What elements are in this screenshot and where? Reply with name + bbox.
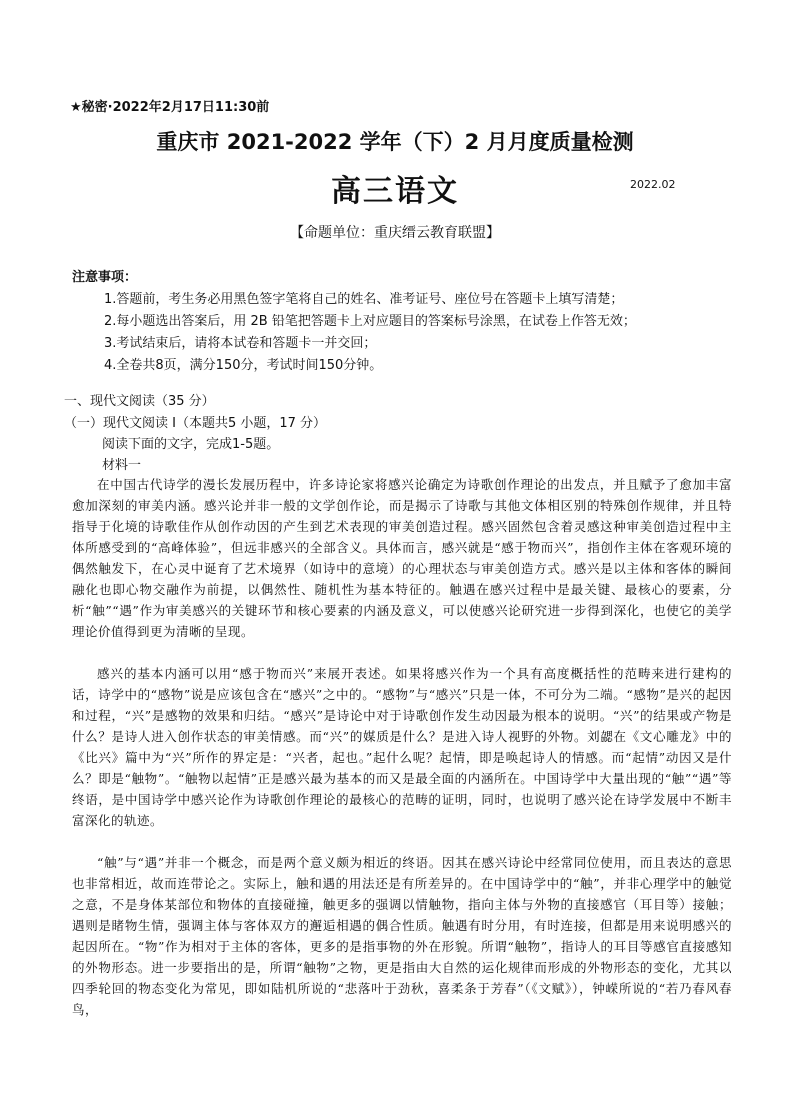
reading-instruction: 阅读下面的文字，完成1-5题。 [102,437,280,452]
section-heading: 一、现代文阅读（35 分） [64,394,215,409]
confidential-line: ★秘密·2022年2月17日11:30前 [70,100,270,115]
material-label: 材料一 [102,458,142,473]
subsection-heading: （一）现代文阅读 I（本题共5 小题，17 分） [64,416,327,431]
exam-date: 2022.02 [630,178,676,191]
notice-item: 1.答题前，考生务必用黑色签字笔将自己的姓名、准考证号、座位号在答题卡上填写清楚； [104,292,624,307]
paragraph-1: 在中国古代诗学的漫长发展历程中，许多诗论家将感兴论确定为诗歌创作理论的出发点，并且赋予了愈加丰富愈加深刻的审美内涵。感兴论并非一般的文学创作论，而是揭示了诗歌与其他文体相区别的特殊创作规律，并且特指导于化境的诗歌佳作从创作动因的产生到艺术表现的审美创造过程。感兴固然包含着灵感这种审美创造过程中主体所感受到的“高峰体验”，但远非感兴的全部含义。具体而言，感兴就是“感于物而兴”，指创作主体在客观环境的偶然触发下，在心灵中诞育了艺术境界（如诗中的意境）的心理状态与审美创造方式。感兴是以主体和客体的瞬间融化也即心物交融作为前提，以偶然性、随机性为基本特征的。触遇在感兴过程中是最关键、最核心的要素，分析“触”“遇”作为审美感兴的关键环节和核心要素的内涵及意义，可以使感兴论研究进一步得到深化，也使它的美学理论价值得到更为清晰的呈现。 [72,477,732,639]
paragraph-3: “触”与“遇”并非一个概念，而是两个意义颇为相近的终语。因其在感兴诗论中经常同位使用，而且表达的意思也非常相近，故而连带论之。实际上，触和遇的用法还是有所差异的。在中国诗学中的“触”，并非心理学中的触觉之意，不是身体某部位和物体的直接碰撞，触更多的强调以情触物，指向主体与外物的直接感官（耳目等）接触；遇则是睹物生情，强调主体与客体双方的邂逅相遇的偶合性质。触遇有时分用，有时连接，但都是用来说明感兴的起因所在。“物”作为相对于主体的客体，更多的是指事物的外在形貌。所谓“触物”，指诗人的耳目等感官直接感知的外物形态。进一步要指出的是，所谓“触物”之物，更是指由大自然的运化规律而形成的外物形态的变化，尤其以四季轮回的物态变化为常见，即如陆机所说的“悲落叶于劲秋，喜柔条于芳春”（《文赋》），钟嵘所说的“若乃春风春鸟， [72,855,732,1017]
notice-item: 2.每小题选出答案后，用 2B 铅笔把答题卡上对应题目的答案标号涂黑，在试卷上作答无效； [104,314,636,329]
exam-title: 重庆市 2021-2022 学年（下）2 月月度质量检测 [156,130,634,154]
notice-item: 3.考试结束后，请将本试卷和答题卡一并交回； [104,336,377,351]
paragraph-2: 感兴的基本内涵可以用“感于物而兴”来展开表述。如果将感兴作为一个具有高度概括性的范畴来进行建构的话，诗学中的“感物”说是应该包含在“感兴”之中的。“感物”与“感兴”只是一体，不可分为二端。“感物”是兴的起因和过程，“兴”是感物的效果和归结。“感兴”是诗论中对于诗歌创作发生动因最为根本的说明。“兴”的结果或产物是什么？是诗人进入创作状态的审美情感。而“兴”的媒质是什么？是进入诗人视野的外物。刘勰在《文心雕龙》中的《比兴》篇中为“兴”所作的界定是：“兴者，起也。”起什么呢？起情，即是唤起诗人的情感。而“起情”动因又是什么？即是“触物”。“触物以起情”正是感兴最为基本的而又是最全面的内涵所在。中国诗学中大量出现的“触”“遇”等终语，是中国诗学中感兴论作为诗歌创作理论的最核心的范畴的证明，同时，也说明了感兴论在诗学发展中不断丰富深化的轨迹。 [72,666,732,828]
author-unit: 【命题单位：重庆缙云教育联盟】 [290,225,500,241]
subject-title: 高三语文 [331,174,459,209]
notice-heading: 注意事项： [72,270,138,285]
notice-item: 4.全卷共8页，满分150分，考试时间150分钟。 [104,358,383,373]
